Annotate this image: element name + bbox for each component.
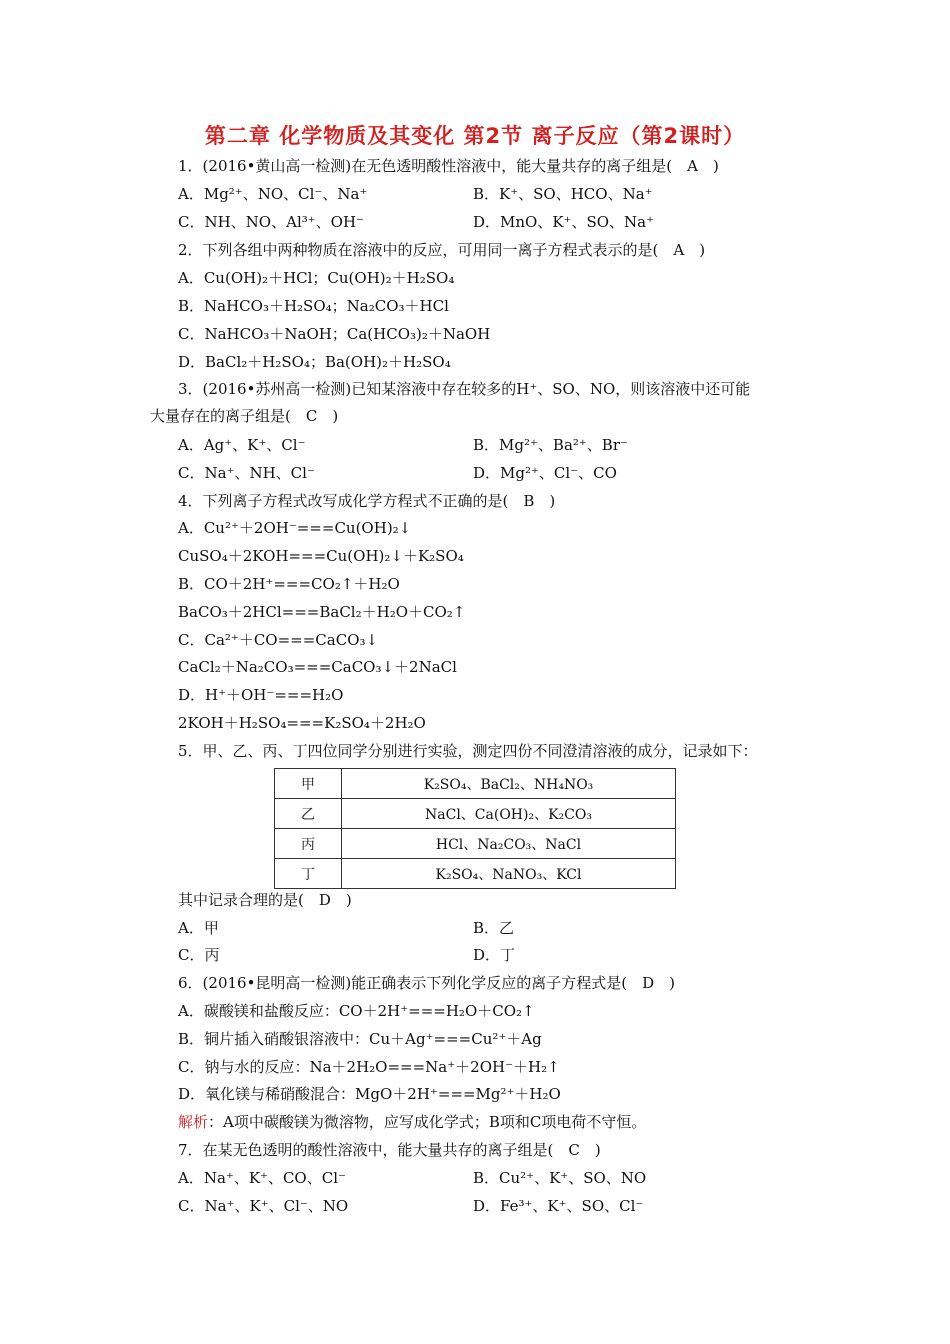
student-name: 甲 [275,769,342,799]
student-name: 丙 [275,829,342,859]
question-4-option-c-ionic: C．Ca²⁺＋CO===CaCO₃↓ [178,631,379,649]
question-7-option-d: D．Fe³⁺、K⁺、SO、Cl⁻ [473,1197,644,1215]
question-4-option-b-ionic: B．CO＋2H⁺===CO₂↑＋H₂O [178,575,400,593]
question-4-option-d-chemical: 2KOH＋H₂SO₄===K₂SO₄＋2H₂O [178,714,426,732]
question-4-option-d-ionic: D．H⁺＋OH⁻===H₂O [178,686,344,704]
question-7-option-a: A．Na⁺、K⁺、CO、Cl⁻ [178,1169,346,1187]
solution-content: K₂SO₄、NaNO₃、KCl [342,859,676,889]
records-table [274,768,676,889]
question-1-option-b: B．K⁺、SO、HCO、Na⁺ [473,185,653,203]
question-1-stem: 1．(2016•黄山高一检测)在无色透明酸性溶液中，能大量共存的离子组是( A ) [178,157,719,175]
question-2-option-c: C．NaHCO₃＋NaOH；Ca(HCO₃)₂＋NaOH [178,325,491,343]
question-5-after-table: 其中记录合理的是( D ) [178,891,352,909]
table-row [275,829,676,859]
table-row [275,859,676,889]
question-2-option-a: A．Cu(OH)₂＋HCl；Cu(OH)₂＋H₂SO₄ [178,269,455,287]
question-5-option-a: A．甲 [178,919,219,937]
student-name: 乙 [275,799,342,829]
question-4-option-b-chemical: BaCO₃＋2HCl===BaCl₂＋H₂O＋CO₂↑ [178,603,466,621]
analysis-label: 解析 [178,1113,209,1131]
analysis-text: ：A项中碳酸镁为微溶物，应写成化学式；B项和C项电荷不守恒。 [208,1113,647,1131]
question-2-option-b: B．NaHCO₃＋H₂SO₄；Na₂CO₃＋HCl [178,297,449,315]
question-3-option-b: B．Mg²⁺、Ba²⁺、Br⁻ [473,436,628,454]
table-row [275,769,676,799]
question-4-stem: 4．下列离子方程式改写成化学方程式不正确的是( B ) [178,492,556,510]
question-7-stem: 7．在某无色透明的酸性溶液中，能大量共存的离子组是( C ) [178,1141,601,1159]
question-2-option-d: D．BaCl₂＋H₂SO₄；Ba(OH)₂＋H₂SO₄ [178,353,451,371]
question-4-option-a-chemical: CuSO₄＋2KOH===Cu(OH)₂↓＋K₂SO₄ [178,547,464,565]
question-5-option-d: D．丁 [473,946,516,964]
question-4-option-a-ionic: A．Cu²⁺＋2OH⁻===Cu(OH)₂↓ [178,519,412,537]
question-2-stem: 2．下列各组中两种物质在溶液中的反应，可用同一离子方程式表示的是( A ) [178,241,706,259]
solution-content: K₂SO₄、BaCl₂、NH₄NO₃ [342,769,676,799]
question-5-option-b: B．乙 [473,919,515,937]
question-1-option-c: C．NH、NO、Al³⁺、OH⁻ [178,213,364,231]
question-6-option-b: B．铜片插入硝酸银溶液中：Cu＋Ag⁺===Cu²⁺＋Ag [178,1030,542,1048]
student-name: 丁 [275,859,342,889]
question-7-option-b: B．Cu²⁺、K⁺、SO、NO [473,1169,647,1187]
question-7-option-c: C．Na⁺、K⁺、Cl⁻、NO [178,1197,349,1215]
question-5-stem: 5．甲、乙、丙、丁四位同学分别进行实验，测定四份不同澄清溶液的成分，记录如下： [178,742,758,760]
question-3-option-c: C．Na⁺、NH、Cl⁻ [178,464,315,482]
page-title: 第二章 化学物质及其变化 第2节 离子反应（第2课时） [204,124,746,148]
table-row [275,799,676,829]
question-1-option-d: D．MnO、K⁺、SO、Na⁺ [473,213,655,231]
question-4-option-c-chemical: CaCl₂＋Na₂CO₃===CaCO₃↓＋2NaCl [178,658,457,676]
question-3-stem-continued: 大量存在的离子组是( C ) [150,407,339,425]
question-3-stem: 3．(2016•苏州高一检测)已知某溶液中存在较多的H⁺、SO、NO，则该溶液中还可能 [178,380,751,398]
solution-content: HCl、Na₂CO₃、NaCl [342,829,676,859]
question-1-option-a: A．Mg²⁺、NO、Cl⁻、Na⁺ [178,185,368,203]
solution-content: NaCl、Ca(OH)₂、K₂CO₃ [342,799,676,829]
question-5-option-c: C．丙 [178,946,220,964]
question-6-option-d: D．氧化镁与稀硝酸混合：MgO＋2H⁺===Mg²⁺＋H₂O [178,1085,561,1103]
question-6-option-c: C．钠与水的反应：Na＋2H₂O===Na⁺＋2OH⁻＋H₂↑ [178,1058,560,1076]
question-6-analysis [178,1112,646,1132]
question-3-option-a: A．Ag⁺、K⁺、Cl⁻ [178,436,306,454]
question-6-stem: 6．(2016•昆明高一检测)能正确表示下列化学反应的离子方程式是( D ) [178,974,676,992]
question-3-option-d: D．Mg²⁺、Cl⁻、CO [473,464,617,482]
question-6-option-a: A．碳酸镁和盐酸反应：CO＋2H⁺===H₂O＋CO₂↑ [178,1002,535,1020]
